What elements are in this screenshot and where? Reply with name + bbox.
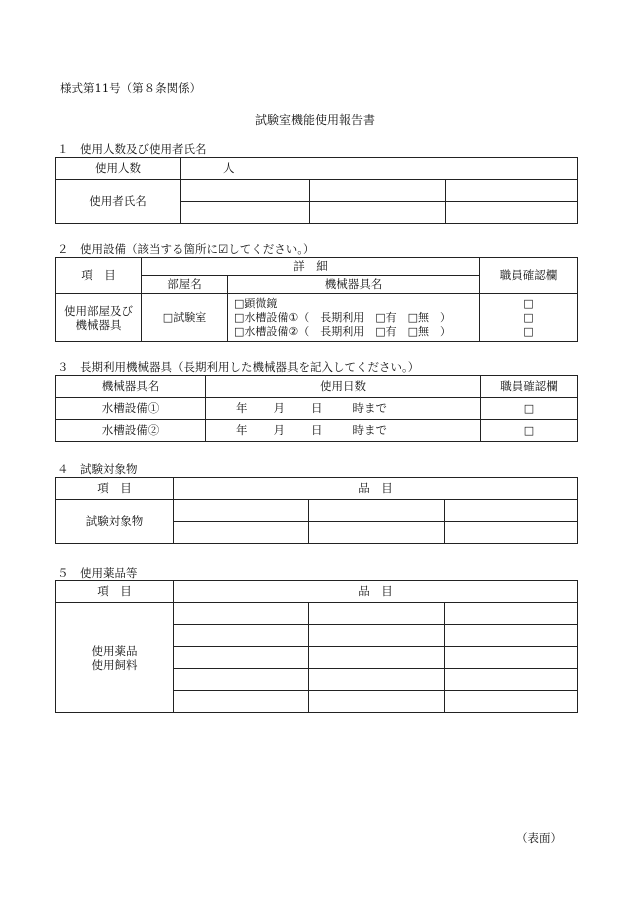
staff-check-list	[480, 294, 578, 342]
user-name-field[interactable]	[181, 180, 310, 202]
chemicals-label: 使用薬品	[91, 643, 138, 658]
month-label: 月	[273, 422, 285, 437]
section5-title: ５ 使用薬品等	[57, 566, 138, 580]
product-field[interactable]	[174, 625, 309, 647]
user-name-field[interactable]	[181, 202, 310, 224]
staff-checkbox[interactable]: □	[481, 398, 578, 420]
equipment-checkbox-tank-2[interactable]: □水槽設備②（ 長期利用 □有 □無 ）	[234, 324, 452, 338]
col-item-header: 項 目	[56, 258, 142, 294]
user-count-unit: 人	[223, 160, 235, 175]
product-field[interactable]	[309, 647, 445, 669]
staff-checkbox[interactable]: □	[523, 296, 534, 310]
section1-table	[55, 157, 578, 224]
product-field[interactable]	[174, 603, 309, 625]
product-field[interactable]	[174, 500, 309, 522]
month-label: 月	[273, 400, 285, 415]
room-checkbox-testing-room[interactable]: □試験室	[162, 310, 207, 324]
section3-table	[55, 375, 578, 442]
section4-table	[55, 477, 578, 544]
room-equipment-label-line1: 使用部屋及び	[64, 303, 133, 318]
product-field[interactable]	[309, 691, 445, 713]
equipment-list	[228, 294, 480, 342]
col-staff-check-header: 職員確認欄	[480, 258, 578, 294]
long-term-equipment-name: 水槽設備②	[56, 420, 206, 442]
col-room-header: 部屋名	[142, 276, 228, 294]
section1-title: １ 使用人数及び使用者氏名	[57, 142, 207, 156]
product-field[interactable]	[174, 647, 309, 669]
document-title: 試験室機能使用報告書	[254, 113, 375, 127]
usage-date-field[interactable]	[206, 420, 481, 442]
col-product-header: 品 目	[174, 581, 578, 603]
user-name-field[interactable]	[310, 202, 446, 224]
col-detail-header: 詳 細	[142, 258, 480, 276]
day-label: 日	[311, 422, 323, 437]
product-field[interactable]	[174, 691, 309, 713]
year-label: 年	[236, 400, 248, 415]
section4-title: ４ 試験対象物	[57, 462, 138, 476]
user-name-field[interactable]	[446, 202, 578, 224]
user-name-field[interactable]	[310, 180, 446, 202]
product-field[interactable]	[445, 500, 578, 522]
day-label: 日	[311, 400, 323, 415]
form-number: 様式第11号（第８条関係）	[60, 81, 202, 95]
equipment-checkbox-microscope[interactable]: □顕微鏡	[234, 296, 278, 310]
user-count-label: 使用人数	[56, 158, 181, 180]
col-item-header: 項 目	[56, 478, 174, 500]
user-name-field[interactable]	[446, 180, 578, 202]
product-field[interactable]	[309, 522, 445, 544]
product-field[interactable]	[445, 603, 578, 625]
product-field[interactable]	[309, 500, 445, 522]
product-field[interactable]	[174, 522, 309, 544]
col-days-header: 使用日数	[206, 376, 481, 398]
year-label: 年	[236, 422, 248, 437]
product-field[interactable]	[445, 669, 578, 691]
section2-table	[55, 257, 578, 342]
col-staff-check-header: 職員確認欄	[481, 376, 578, 398]
user-names-label: 使用者氏名	[56, 180, 181, 224]
product-field[interactable]	[445, 691, 578, 713]
product-field[interactable]	[174, 669, 309, 691]
until-label: 時まで	[352, 400, 387, 415]
product-field[interactable]	[445, 625, 578, 647]
product-field[interactable]	[309, 669, 445, 691]
page-side-label: （表面）	[516, 831, 562, 845]
col-equipment-name-header: 機械器具名	[56, 376, 206, 398]
staff-checkbox[interactable]: □	[523, 324, 534, 338]
col-product-header: 品 目	[174, 478, 578, 500]
product-field[interactable]	[309, 625, 445, 647]
product-field[interactable]	[309, 603, 445, 625]
user-count-field[interactable]	[181, 158, 578, 180]
staff-checkbox[interactable]: □	[481, 420, 578, 442]
usage-date-field[interactable]	[206, 398, 481, 420]
product-field[interactable]	[445, 522, 578, 544]
chemicals-feed-label	[56, 603, 174, 713]
col-equipment-header: 機械器具名	[228, 276, 480, 294]
room-equipment-label-line2: 機械器具	[75, 317, 122, 332]
section2-title: ２ 使用設備（該当する箇所に☑してください。）	[57, 242, 315, 256]
staff-checkbox[interactable]: □	[523, 310, 534, 324]
product-field[interactable]	[445, 647, 578, 669]
feed-label: 使用飼料	[91, 657, 138, 672]
room-checkbox-cell[interactable]	[142, 294, 228, 342]
until-label: 時まで	[352, 422, 387, 437]
room-equipment-label	[56, 294, 142, 342]
section5-table	[55, 580, 578, 713]
section3-title: ３ 長期利用機械器具（長期利用した機械器具を記入してください。）	[57, 360, 420, 374]
test-object-label: 試験対象物	[56, 500, 174, 544]
col-item-header: 項 目	[56, 581, 174, 603]
long-term-equipment-name: 水槽設備①	[56, 398, 206, 420]
equipment-checkbox-tank-1[interactable]: □水槽設備①（ 長期利用 □有 □無 ）	[234, 310, 452, 324]
